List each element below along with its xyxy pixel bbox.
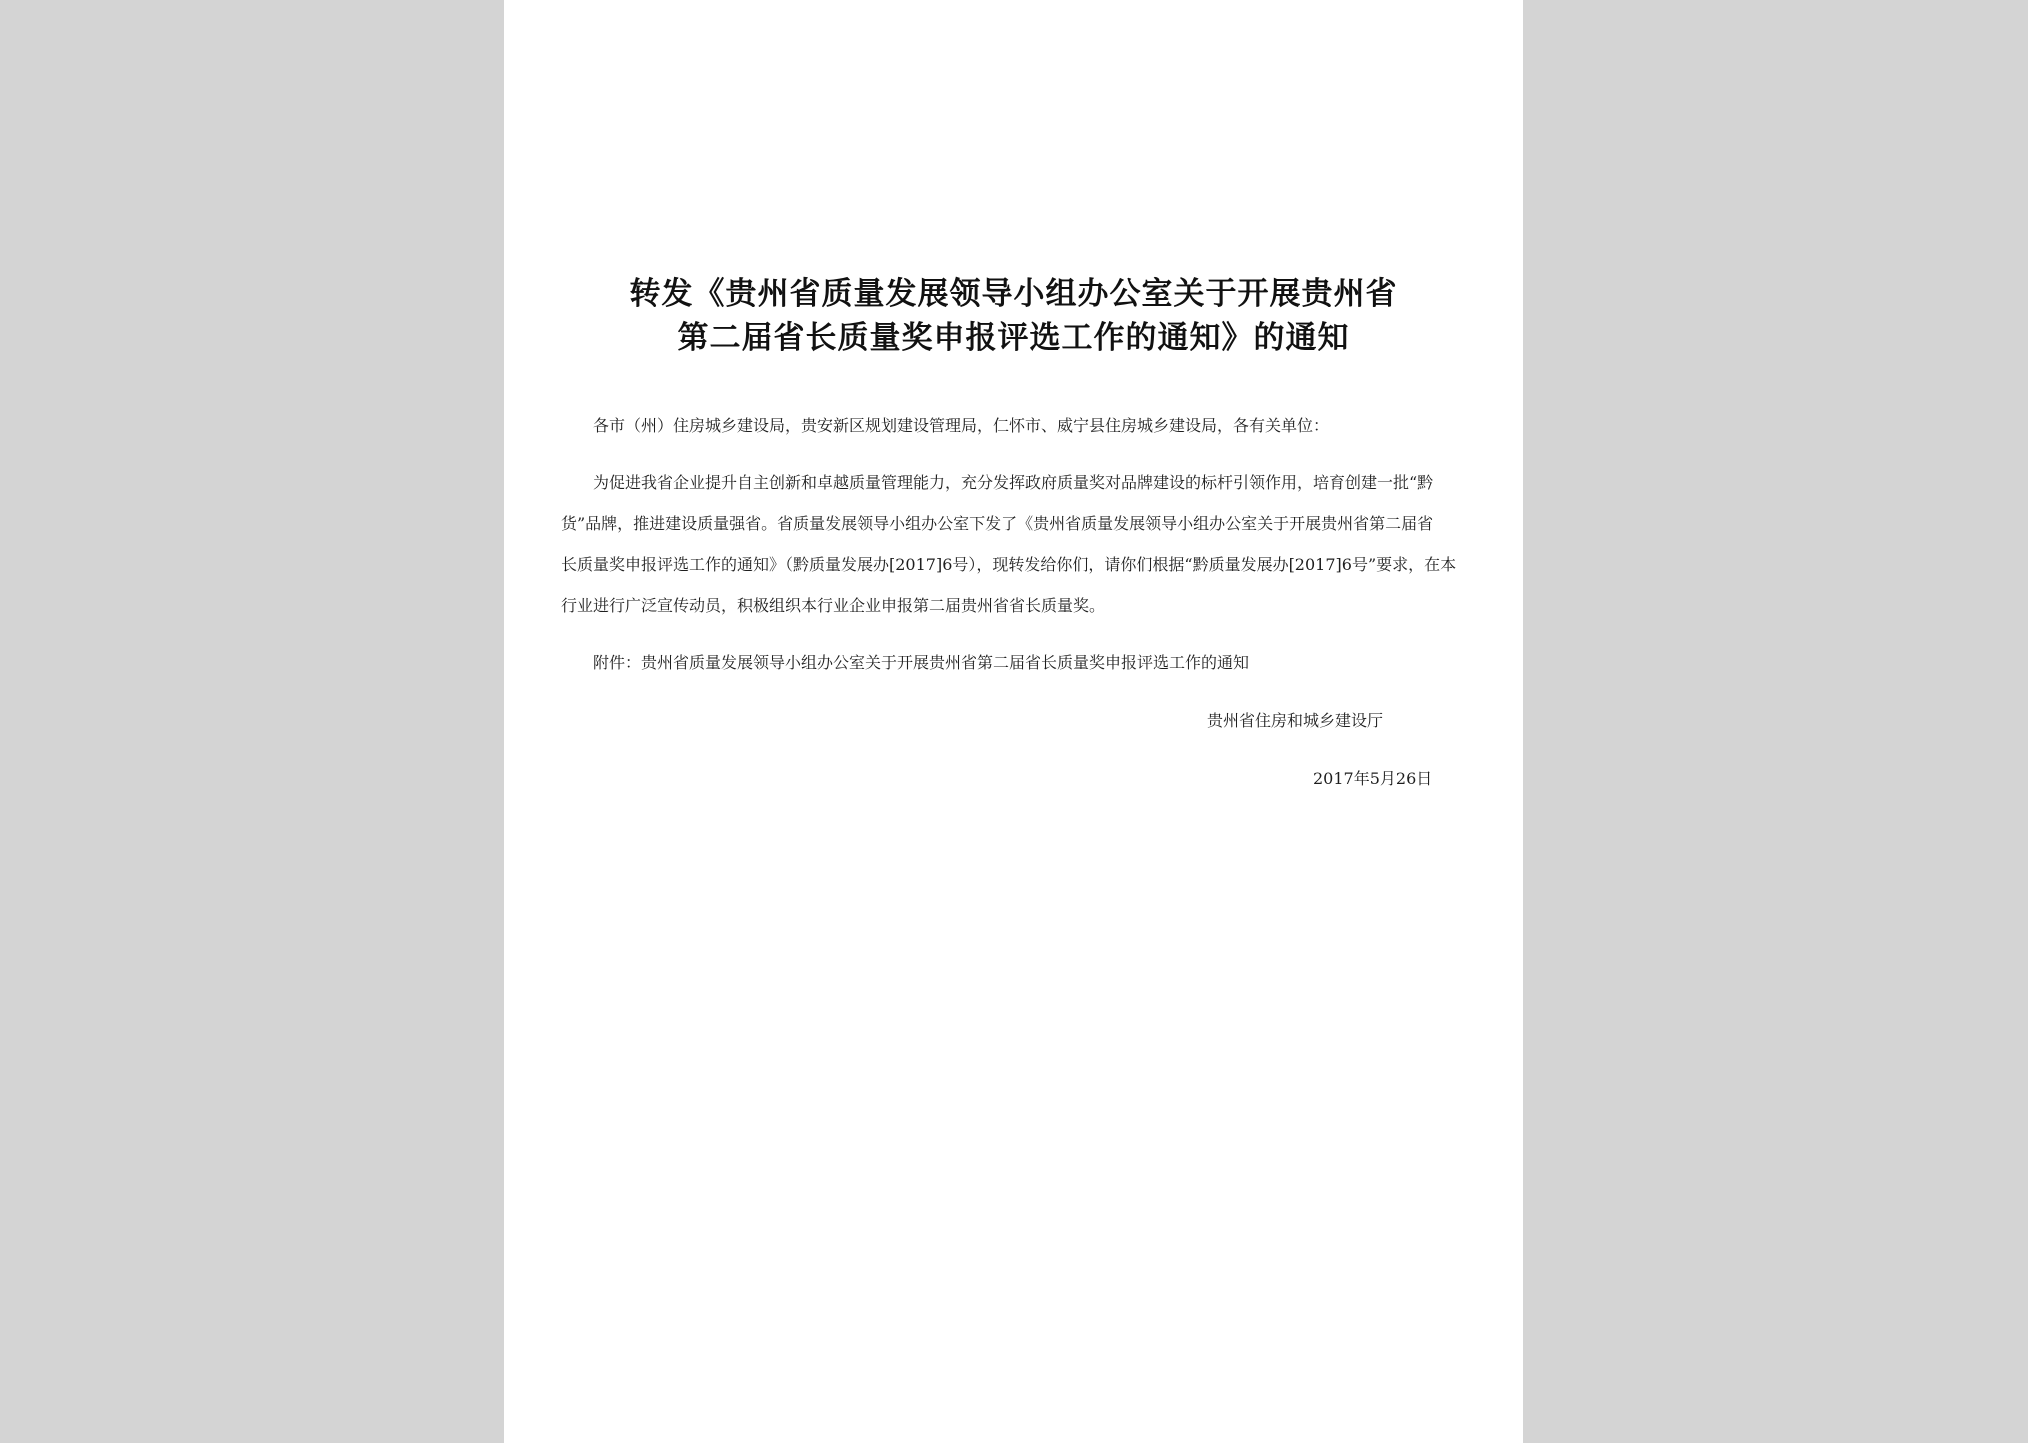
body-line-4: 行业进行广泛宣传动员，积极组织本行业企业申报第二届贵州省省长质量奖。 <box>561 596 1106 615</box>
body-line-1: 为促进我省企业提升自主创新和卓越质量管理能力，充分发挥政府质量奖对品牌建设的标杆引领作用，培育创建一批“黔 <box>593 473 1434 492</box>
document-title-line-1: 转发《贵州省质量发展领导小组办公室关于开展贵州省 <box>629 276 1398 312</box>
body-line-3: 长质量奖申报评选工作的通知》（黔质量发展办[2017]6号），现转发给你们，请你们根据“黔质量发展办[2017]6号”要求，在本 <box>561 555 1457 574</box>
document-page <box>504 0 1523 1443</box>
body-line-2: 货”品牌，推进建设质量强省。省质量发展领导小组办公室下发了《贵州省质量发展领导小组办公室关于开展贵州省第二届省 <box>561 514 1434 533</box>
issue-date: 2017年5月26日 <box>1313 769 1433 788</box>
document-title-line-2: 第二届省长质量奖申报评选工作的通知》的通知 <box>677 320 1350 356</box>
salutation: 各市（州）住房城乡建设局，贵安新区规划建设管理局，仁怀市、威宁县住房城乡建设局，各有关单位： <box>593 416 1330 435</box>
attachment-line: 附件：贵州省质量发展领导小组办公室关于开展贵州省第二届省长质量奖申报评选工作的通知 <box>593 653 1250 672</box>
issuer-signature: 贵州省住房和城乡建设厅 <box>1207 711 1384 730</box>
